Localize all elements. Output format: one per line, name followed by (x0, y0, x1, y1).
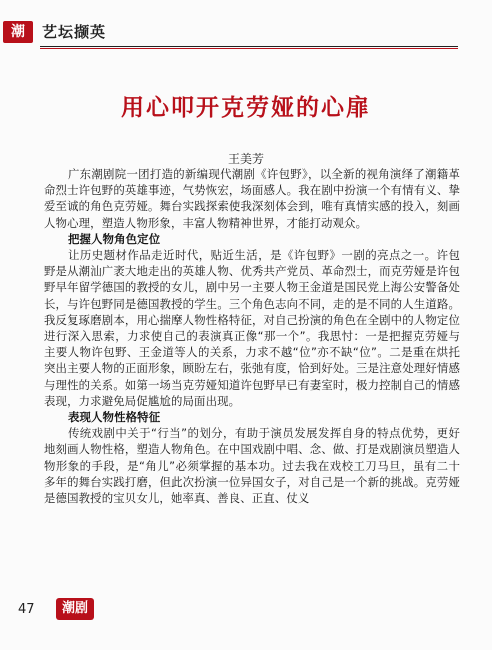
section-heading: 表现人物性格特征 (67, 410, 161, 425)
intro-paragraph: 广东潮剧院一团打造的新编现代潮剧《许包野》，以全新的视角演绎了潮籍革命烈士许包野的英雄事迹，气势恢宏，场面感人。我在剧中扮演一个有情有义、挚爱至诚的角色克劳娅。舞台实践探索使我深刻体会到，唯有真情实感的投入，刻画人物心理，塑造人物形象，丰富人物精神世界，才能打动观众。 (44, 167, 460, 230)
header-divider (40, 46, 458, 47)
section-heading: 把握人物角色定位 (67, 231, 161, 246)
footer-logo: 潮剧 (56, 598, 94, 620)
article-body (44, 166, 460, 506)
page-number: 47 (18, 602, 35, 617)
article-title: 用心叩开克劳娅的心扉 (121, 94, 371, 121)
article-author: 王美芳 (227, 152, 264, 166)
section-paragraph: 传统戏剧中关于“行当”的划分，有助于演员发展发挥自身的特点优势，更好地刻画人物性格，塑造人物角色。在中国戏剧中唱、念、做、打是戏剧演员塑造人物形象的手段，是“角儿”必须掌握的基本功。过去我在戏校工刀马旦，虽有二十多年的舞台实践打磨，但此次扮演一位异国女子，对自己是一个新的挑战。克劳娅是德国教授的宝贝女儿，她率真、善良、正直、仗义 (44, 426, 460, 506)
section-paragraph: 让历史题材作品走近时代，贴近生活，是《许包野》一剧的亮点之一。许包野是从潮汕广袤大地走出的英雄人物、优秀共产党员、革命烈士，而克劳娅是许包野早年留学德国的教授的女儿，剧中另一主要人物王金道是国民党上海公安警备处长，与许包野同是德国教授的学生。三个角色志向不同，走的是不同的人生道路。我反复琢磨剧本，用心揣摩人物性格特征，对自己扮演的角色在全剧中的人物定位进行深入思索，力求使自己的表演真正像“那一个”。我思忖：一是把握克劳娅与主要人物许包野、王金道等人的关系，力求不越“位”亦不缺“位”。二是重在烘托突出主要人物的正面形象，顾盼左右，张弛有度，恰到好处。三是注意处理好情感与理性的关系。如第一场当克劳娅知道许包野早已有妻室时，极力控制自己的情感表现，力求避免局促尴尬的局面出现。 (44, 248, 460, 408)
magazine-logo: 潮 (3, 21, 33, 43)
page-header (0, 0, 492, 50)
column-name: 艺坛撷英 (42, 23, 107, 41)
page-footer (0, 590, 492, 650)
